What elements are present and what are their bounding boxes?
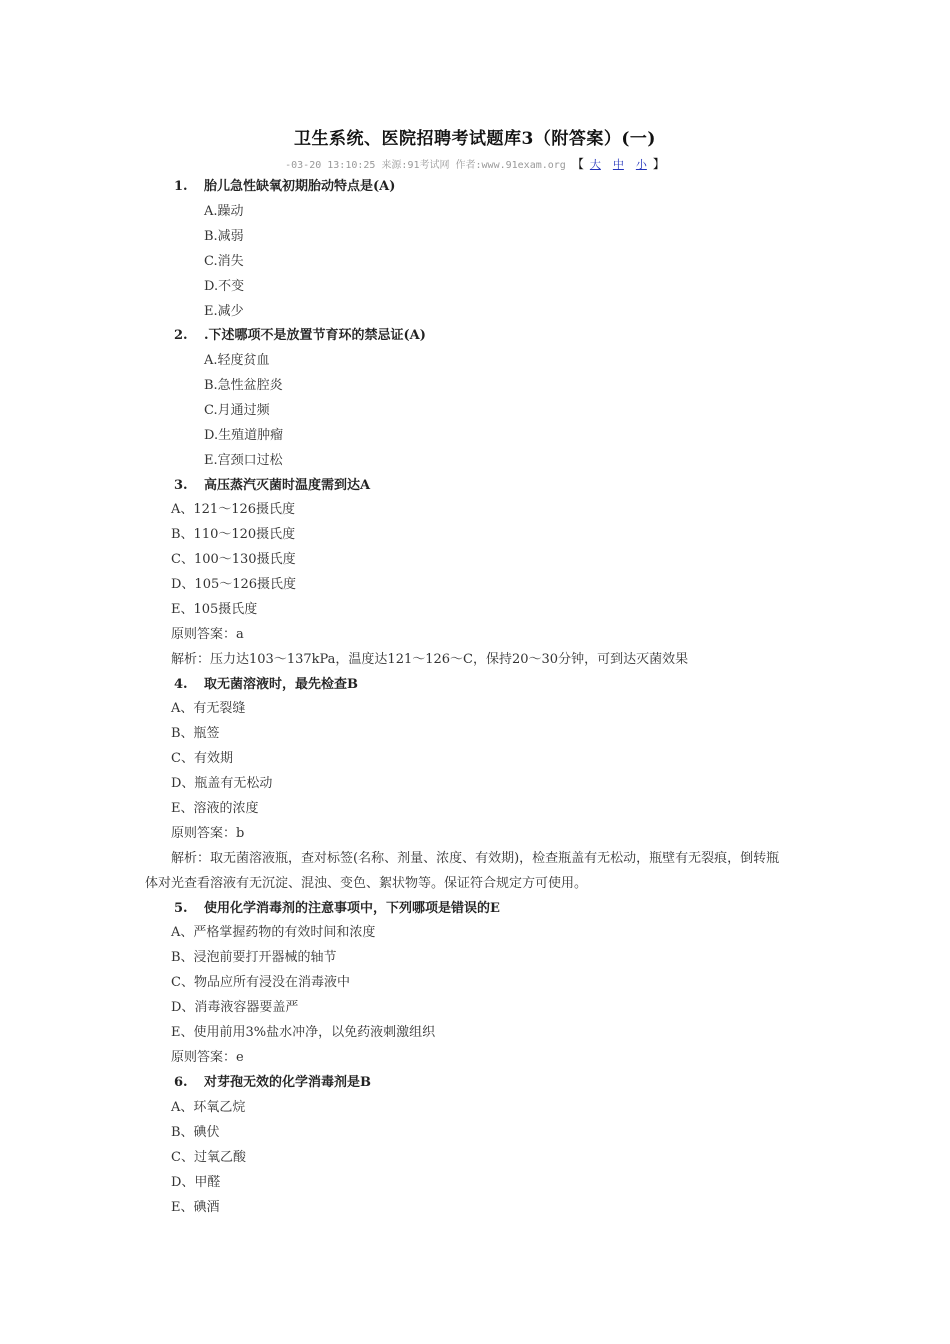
font-size-large-link[interactable]: 大	[589, 158, 601, 171]
font-size-medium-link[interactable]: 中	[612, 158, 624, 171]
question-5	[174, 900, 500, 918]
option: D、瓶盖有无松动	[171, 776, 273, 791]
option: A、严格掌握药物的有效时间和浓度	[171, 925, 376, 940]
option: C、100～130摄氏度	[171, 552, 296, 567]
question-number: 5.	[174, 901, 188, 916]
option: D.不变	[204, 279, 245, 294]
page-title: 卫生系统、医院招聘考试题库3（附答案）(一)	[294, 129, 656, 149]
analysis: 解析：取无菌溶液瓶，查对标签(名称、剂量、浓度、有效期)，检查瓶盖有无松动，瓶壁有无裂痕，倒转瓶	[171, 851, 780, 866]
option: E.宫颈口过松	[204, 453, 283, 468]
meta-info: -03-20 13:10:25 来源:91考试网 作者:www.91exam.org	[285, 160, 566, 171]
question-1	[174, 178, 395, 196]
option: D.生殖道肿瘤	[204, 428, 284, 443]
question-number: 3.	[174, 478, 188, 493]
option: B.急性盆腔炎	[204, 378, 283, 393]
option: B、110～120摄氏度	[171, 527, 296, 542]
option: E、溶液的浓度	[171, 801, 259, 816]
option: A、121～126摄氏度	[171, 502, 296, 517]
option: C.月通过频	[204, 403, 270, 418]
answer: 原则答案：e	[171, 1050, 244, 1065]
option: A.轻度贫血	[204, 353, 270, 368]
option: B.减弱	[204, 229, 244, 244]
question-text: 对芽孢无效的化学消毒剂是B	[204, 1075, 371, 1090]
option: A、环氧乙烷	[171, 1100, 246, 1115]
question-text: 高压蒸汽灭菌时温度需到达A	[204, 478, 371, 493]
answer: 原则答案：b	[171, 826, 245, 841]
question-text: 使用化学消毒剂的注意事项中，下列哪项是错误的E	[204, 901, 500, 916]
question-3	[174, 477, 370, 495]
bracket-open: 【	[571, 157, 584, 171]
question-number: 6.	[174, 1075, 188, 1090]
analysis: 解析：压力达103～137kPa，温度达121～126～C，保持20～30分钟，可到达灭菌效果	[171, 652, 689, 667]
bracket-close: 】	[652, 157, 665, 171]
option: A、有无裂缝	[171, 701, 246, 716]
font-size-small-link[interactable]: 小	[635, 158, 647, 171]
question-2	[174, 327, 426, 345]
question-text: 胎儿急性缺氧初期胎动特点是(A)	[204, 179, 396, 194]
article-meta	[0, 155, 950, 172]
question-text: .下述哪项不是放置节育环的禁忌证(A)	[204, 328, 426, 343]
option: E、105摄氏度	[171, 602, 258, 617]
option: B、浸泡前要打开器械的轴节	[171, 950, 337, 965]
option: B、瓶签	[171, 726, 220, 741]
option: E.减少	[204, 304, 244, 319]
question-6	[174, 1074, 371, 1092]
analysis-continued: 体对光查看溶液有无沉淀、混浊、变色、絮状物等。保证符合规定方可使用。	[145, 876, 588, 891]
option: C、物品应所有浸没在消毒液中	[171, 975, 350, 990]
question-number: 4.	[174, 677, 188, 692]
question-number: 2.	[174, 328, 188, 343]
option: E、使用前用3%盐水冲净，以免药液刺激组织	[171, 1025, 436, 1040]
option: D、甲醛	[171, 1175, 221, 1190]
option: E、碘酒	[171, 1200, 220, 1215]
option: D、105～126摄氏度	[171, 577, 297, 592]
option: C.消失	[204, 254, 244, 269]
option: D、消毒液容器要盖严	[171, 1000, 299, 1015]
option: C、有效期	[171, 751, 233, 766]
answer: 原则答案：a	[171, 627, 244, 642]
question-number: 1.	[174, 179, 188, 194]
option: C、过氧乙酸	[171, 1150, 246, 1165]
question-4	[174, 676, 358, 694]
question-text: 取无菌溶液时，最先检查B	[204, 677, 358, 692]
option: A.躁动	[204, 204, 244, 219]
option: B、碘伏	[171, 1125, 220, 1140]
